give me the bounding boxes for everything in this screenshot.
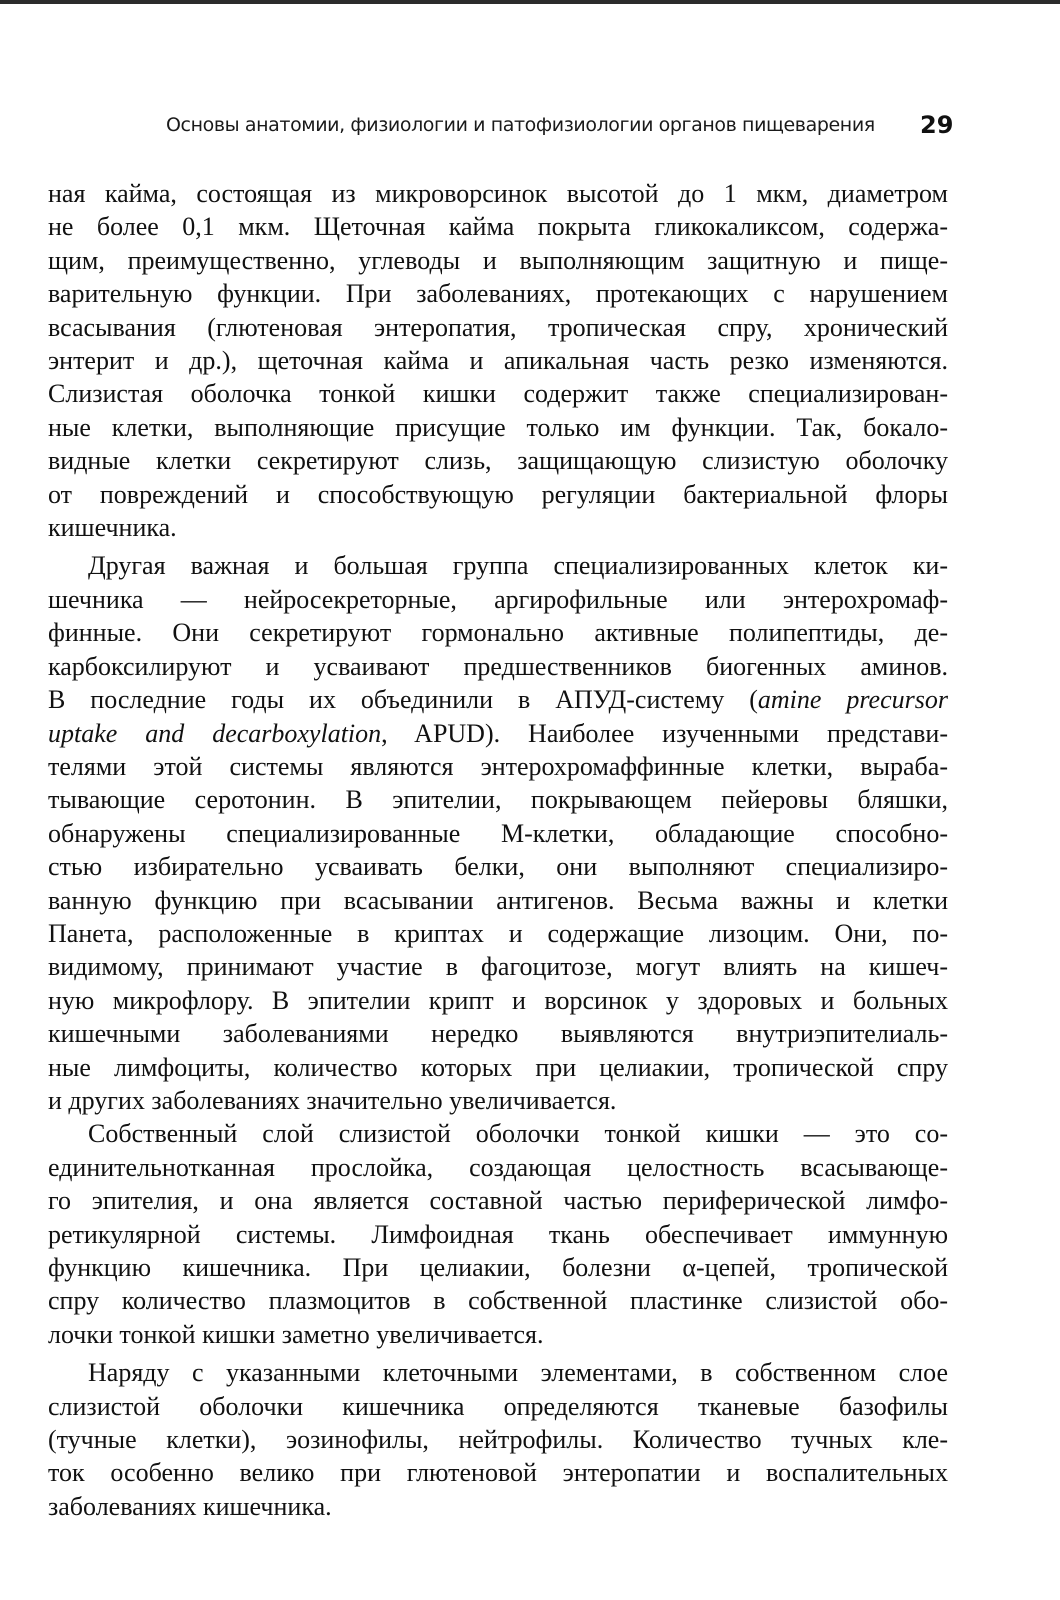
text-line: кишечника. — [48, 513, 177, 543]
text-segment: , APUD). Наиболее изученными представи- — [381, 718, 948, 748]
text-line: ретикулярной системы. Лимфоидная ткань обеспечивает иммунную — [48, 1219, 948, 1249]
text-line: Собственный слой слизистой оболочки тонкой кишки — это со- — [88, 1119, 948, 1149]
paragraph-1 — [48, 177, 948, 544]
text-line: тывающие серотонин. В эпителии, покрывающем пейеровы бляшки, — [48, 785, 948, 815]
text-line: ную микрофлору. В эпителии крипт и ворсинок у здоровых и больных — [48, 985, 948, 1015]
italic-term: uptake and decarboxylation — [48, 718, 382, 748]
text-line: энтерит и др.), щеточная кайма и апикальная часть резко изменяются. — [48, 346, 948, 376]
text-segment: В последние годы их объединили в АПУД-систему ( — [48, 685, 758, 715]
paragraph-3 — [48, 1117, 948, 1351]
text-line: от повреждений и способствующую регуляции бактериальной флоры — [48, 479, 948, 509]
text-line: ные клетки, выполняющие присущие только им функции. Так, бокало- — [48, 412, 948, 442]
text-line: видные клетки секретируют слизь, защищающую слизистую оболочку — [48, 446, 948, 476]
paragraph-2 — [48, 549, 948, 1117]
top-border-rule — [0, 0, 1060, 4]
text-line: Наряду с указанными клеточными элементами, в собственном слое — [88, 1358, 948, 1388]
text-line: слизистой оболочки кишечника определяются тканевые базофилы — [48, 1391, 948, 1421]
text-line: спру количество плазмоцитов в собственной пластинке слизистой обо- — [48, 1286, 948, 1316]
text-line: Слизистая оболочка тонкой кишки содержит также специализирован- — [48, 379, 948, 409]
text-line: ные лимфоциты, количество которых при целиакии, тропической спру — [48, 1052, 948, 1082]
text-line: ток особенно велико при глютеновой энтеропатии и воспалительных — [48, 1458, 948, 1488]
text-line: стью избирательно усваивать белки, они выполняют специализиро- — [48, 852, 948, 882]
running-header-title: Основы анатомии, физиологии и патофизиологии органов пищеварения — [166, 114, 875, 136]
text-line: шечника — нейросекреторные, аргирофильные или энтерохромаф- — [48, 584, 948, 614]
text-line: всасывания (глютеновая энтеропатия, тропическая спру, хронический — [48, 312, 948, 342]
text-line: финные. Они секретируют гормонально активные полипептиды, де- — [48, 618, 948, 648]
text-line: и других заболеваниях значительно увеличивается. — [48, 1085, 617, 1115]
text-line: ванную функцию при всасывании антигенов. Весьма важны и клетки — [48, 885, 948, 915]
text-line: Панета, расположенные в криптах и содержащие лизоцим. Они, по- — [48, 918, 948, 948]
text-line: го эпителия, и она является составной частью периферической лимфо- — [48, 1186, 948, 1216]
text-line: видимому, принимают участие в фагоцитозе, могут влиять на кишеч- — [48, 952, 948, 982]
text-line: телями этой системы являются энтерохромаффинные клетки, выраба- — [48, 751, 948, 781]
text-line: функцию кишечника. При целиакии, болезни α-цепей, тропической — [48, 1253, 948, 1282]
paragraph-4 — [48, 1356, 948, 1523]
text-line — [48, 717, 948, 750]
text-line: ная кайма, состоящая из микроворсинок высотой до 1 мкм, диаметром — [48, 179, 948, 208]
page-number: 29 — [920, 111, 954, 139]
text-line: лочки тонкой кишки заметно увеличивается. — [48, 1319, 544, 1349]
text-line: варительную функции. При заболеваниях, протекающих с нарушением — [48, 279, 948, 309]
text-line — [48, 683, 948, 716]
text-line: обнаружены специализированные М-клетки, обладающие способно- — [48, 818, 948, 848]
text-line: карбоксилируют и усваивают предшественников биогенных аминов. — [48, 651, 948, 681]
text-line: Другая важная и большая группа специализированных клеток ки- — [88, 551, 948, 581]
text-line: (тучные клетки), эозинофилы, нейтрофилы. Количество тучных кле- — [48, 1425, 948, 1455]
italic-term: amine precursor — [757, 685, 948, 715]
body-text — [48, 177, 948, 1523]
text-line: заболеваниях кишечника. — [48, 1491, 332, 1521]
text-line: единительнотканная прослойка, создающая целостность всасывающе- — [48, 1152, 948, 1182]
text-line: не более 0,1 мкм. Щеточная кайма покрыта гликокаликсом, содержа- — [48, 212, 948, 242]
text-line: кишечными заболеваниями нередко выявляются внутриэпителиаль- — [48, 1019, 948, 1049]
text-line: щим, преимущественно, углеводы и выполняющим защитную и пище- — [48, 245, 948, 275]
